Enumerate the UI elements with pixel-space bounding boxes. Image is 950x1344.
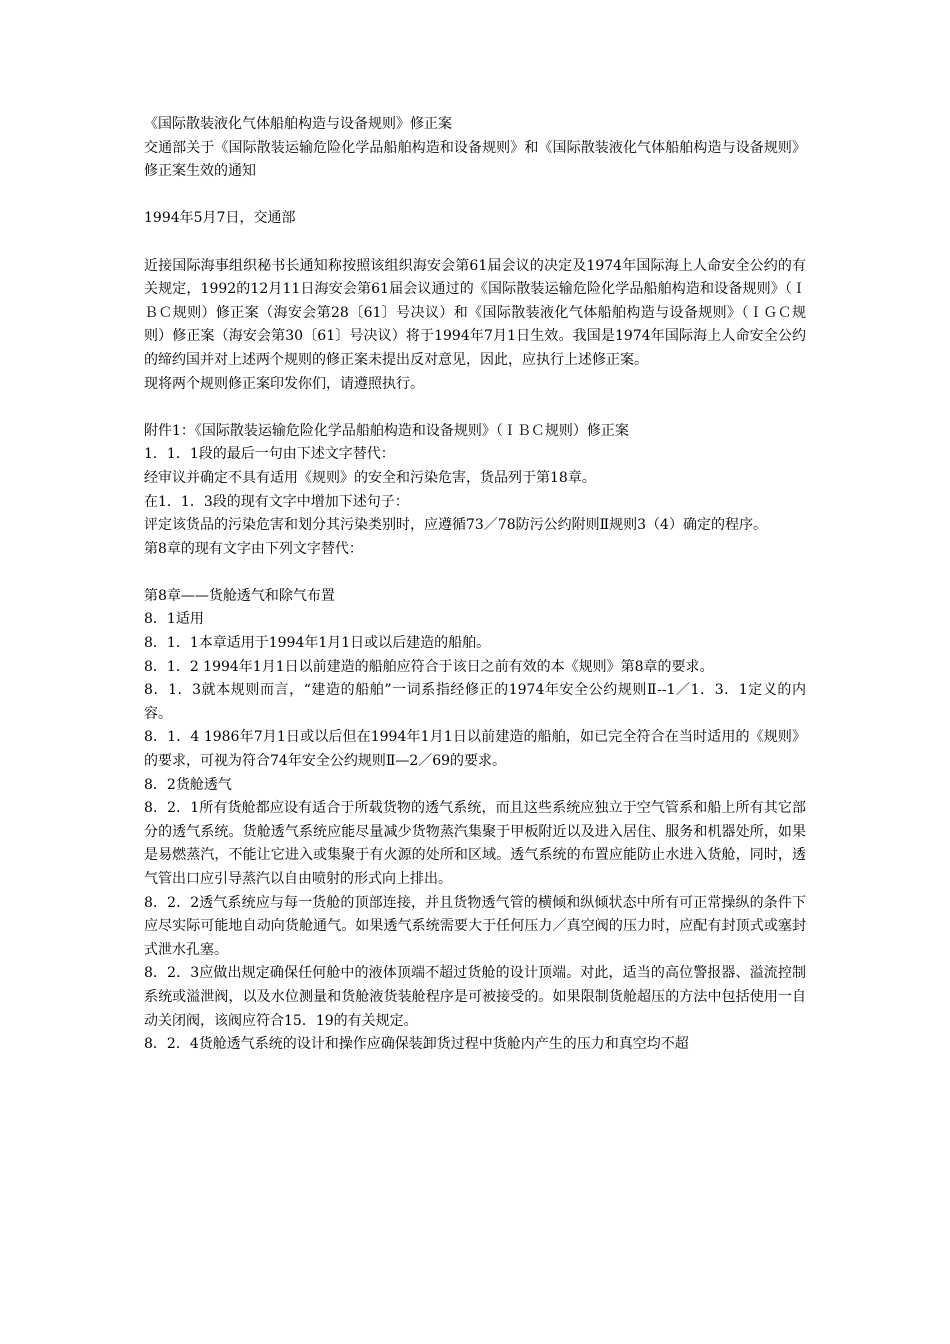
chapter-paragraph: 8．2．2透气系统应与每一货舱的顶部连接，并且货物透气管的横倾和纵倾状态中所有可正常操纵的条件下应尽实际可能地自动向货舱通气。如果透气系统需要大于任何压力／真空阀的压力时，应配有封顶式或塞封式泄水孔塞。 — [144, 894, 806, 958]
chapter-paragraph: 8．2．1所有货舱都应设有适合于所载货物的透气系统，而且这些系统应独立于空气管系和船上所有其它部分的透气系统。货舱透气系统应能尽量减少货物蒸汽集聚于甲板附近以及进入居住、服务和机器处所，如果是易燃蒸汽，不能让它进入或集聚于有火源的处所和区域。透气系统的布置应能防止水进入货舱，同时，透气管出口应引导蒸汽以自由喷射的形式向上排出。 — [144, 800, 806, 887]
notice-title: 交通部关于《国际散装运输危险化学品船舶构造和设备规则》和《国际散装液化气体船舶构造与设备规则》修正案生效的通知 — [144, 139, 806, 180]
spacer — [144, 231, 806, 255]
section-heading: 8．2货舱透气 — [144, 776, 232, 793]
spacer — [144, 561, 806, 585]
attachment-paragraph: 1．1．1段的最后一句由下述文字替代： — [144, 446, 395, 463]
section-heading: 8．1适用 — [144, 611, 204, 628]
chapter-heading: 第8章——货舱透气和除气布置 — [144, 587, 335, 604]
intro-paragraph: 现将两个规则修正案印发你们，请遵照执行。 — [144, 375, 424, 392]
attachment-heading: 附件1：《国际散装运输危险化学品船舶构造和设备规则》（ＩＢＣ规则）修正案 — [144, 422, 629, 439]
chapter-paragraph: 8．2．4货舱透气系统的设计和操作应确保装卸货过程中货舱内产生的压力和真空均不超 — [144, 1036, 689, 1053]
attachment-paragraph: 评定该货品的污染危害和划分其污染类别时，应遵循73／78防污公约附则Ⅱ规则3（4）确定的程序。 — [144, 517, 767, 534]
chapter-paragraph: 8．1．1本章适用于1994年1月1日或以后建造的船舶。 — [144, 635, 491, 652]
spacer — [144, 396, 806, 420]
attachment-paragraph: 第8章的现有文字由下列文字替代： — [144, 540, 363, 557]
attachment-paragraph: 经审议并确定不具有适用《规则》的安全和污染危害，货品列于第18章。 — [144, 469, 596, 486]
chapter-paragraph: 8．1．2 1994年1月1日以前建造的船舶应符合于该日之前有效的本《规则》第8章的要求。 — [144, 658, 714, 675]
chapter-paragraph: 8．1．4 1986年7月1日或以后但在1994年1月1日以前建造的船舶，如已完全符合在当时适用的《规则》的要求，可视为符合74年安全公约规则Ⅱ—2／69的要求。 — [144, 729, 806, 770]
spacer — [144, 184, 806, 208]
date-line: 1994年5月7日，交通部 — [144, 210, 296, 227]
intro-paragraph: 近接国际海事组织秘书长通知称按照该组织海安会第61届会议的决定及1974年国际海上人命安全公约的有关规定，1992的12月11日海安会第61届会议通过的《国际散装运输危险化学品船舶构造和设备规则》（ＩＢＣ规则）修正案（海安会第28〔61〕号决议）和《国际散装液化气体船舶构造与设备规则》（ＩＧＣ规则）修正案（海安会第30〔61〕号决议）将于1994年7月1日生效。我国是1974年国际海上人命安全公约的缔约国并对上述两个规则的修正案未提出反对意见，因此，应执行上述修正案。 — [144, 257, 806, 368]
document-page — [144, 113, 806, 1057]
document-title: 《国际散装液化气体船舶构造与设备规则》修正案 — [144, 116, 452, 132]
chapter-paragraph: 8．1．3就本规则而言，“建造的船舶”一词系指经修正的1974年安全公约规则Ⅱ--1／1．3．1定义的内容。 — [144, 682, 806, 722]
chapter-paragraph: 8．2．3应做出规定确保任何舱中的液体顶端不超过货舱的设计顶端。对此，适当的高位警报器、溢流控制系统或溢泄阀，以及水位测量和货舱液货装舱程序是可被接受的。如果限制货舱超压的方法中包括使用一自动关闭阀，该阀应符合15．19的有关规定。 — [144, 965, 806, 1029]
attachment-paragraph: 在1．1．3段的现有文字中增加下述句子： — [144, 493, 409, 510]
